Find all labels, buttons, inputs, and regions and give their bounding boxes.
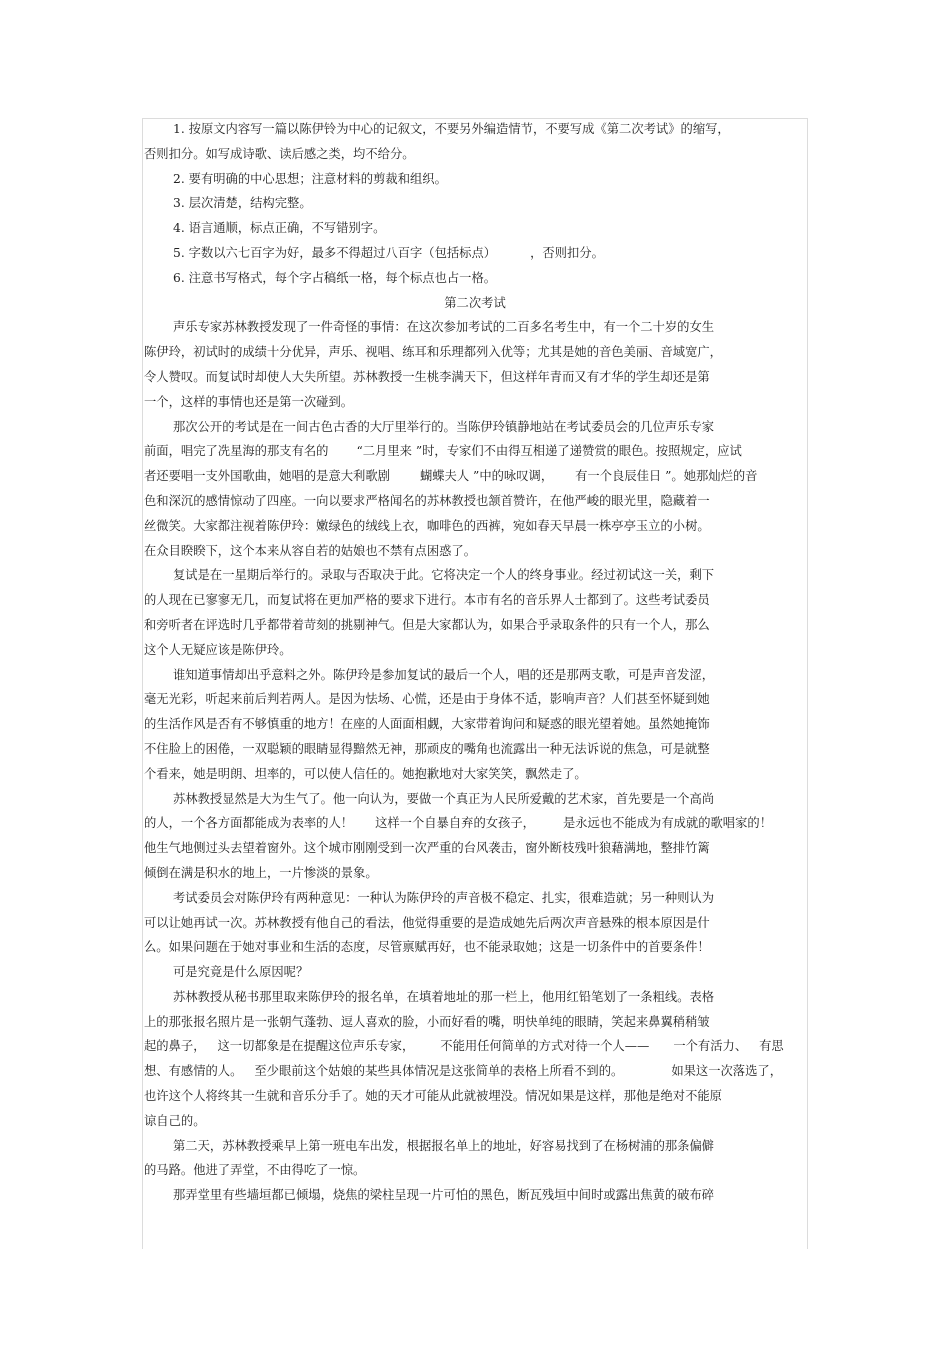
paragraph-line: 么。如果问题在于她对事业和生活的态度，尽管禀赋再好，也不能录取她；这是一切条件中的首要条件！ <box>144 940 710 955</box>
paragraph-line: 他生气地侧过头去望着窗外。这个城市刚刚受到一次严重的台风袭击，窗外断枝残叶狼藉满地，整排竹篱 <box>144 841 710 856</box>
requirement-3: 3. 层次清楚，结构完整。 <box>173 196 312 211</box>
paragraph-line: 那弄堂里有些墙垣都已倾塌，烧焦的梁柱呈现一片可怕的黑色，断瓦残垣中间时或露出焦黄的破布碎 <box>173 1188 715 1203</box>
requirement-5-text: 5. 字数以六七百字为好，最多不得超过八百字（包括标点） <box>173 245 497 260</box>
text-segment: 有思 <box>759 1039 784 1054</box>
paragraph-line: 第二天，苏林教授乘早上第一班电车出发，根据报名单上的地址，好容易找到了在杨树浦的那条偏僻 <box>173 1138 715 1153</box>
text-segment: 是永远也不能成为有成就的歌唱家的！ <box>562 816 772 831</box>
text-segment: 一个有活力、 <box>673 1039 748 1054</box>
paragraph-line: 可以让她再试一次。苏林教授有他自己的看法，他觉得重要的是造成她先后两次声音悬殊的根本原因是什 <box>144 915 710 930</box>
text-segment: 这一切都象是在提醒这位声乐专家， <box>217 1039 415 1054</box>
paragraph-line: 也许这个人将终其一生就和音乐分手了。她的天才可能从此就被埋没。情况如果是这样，那他是绝对不能原 <box>144 1089 722 1104</box>
paragraph-line: 上的那张报名照片是一张朝气蓬勃、逗人喜欢的脸，小而好看的嘴，明快单纯的眼睛，笑起来鼻翼稍稍皱 <box>144 1014 710 1029</box>
paragraph-line <box>144 811 806 836</box>
requirement-6: 6. 注意书写格式，每个字占稿纸一格，每个标点也占一格。 <box>173 270 497 285</box>
text-segment: 起的鼻子， <box>144 1039 206 1054</box>
paragraph-line: 在众目睽睽下，这个本来从容自若的姑娘也不禁有点困惑了。 <box>144 543 477 558</box>
text-segment: 有一个良辰佳日 ”。她那灿烂的音 <box>575 469 758 484</box>
paragraph-line: 丝微笑。大家都注视着陈伊玲：嫩绿色的绒线上衣，咖啡色的西裤，宛如春天早晨一株亭亭玉立的小树。 <box>144 518 710 533</box>
text-segment: 如果这一次落选了， <box>671 1064 782 1079</box>
story-title: 第二次考试 <box>444 295 506 310</box>
text-segment: 不能用任何简单的方式对待一个人—— <box>440 1039 650 1054</box>
paragraph-line: 谅自己的。 <box>144 1113 206 1128</box>
paragraph-line: 和旁听者在评选时几乎都带着苛刻的挑剔神气。但是大家都认为，如果合乎录取条件的只有一个人，那么 <box>144 617 710 632</box>
requirement-4: 4. 语言通顺，标点正确，不写错别字。 <box>173 221 386 236</box>
paragraph-line: 声乐专家苏林教授发现了一件奇怪的事情：在这次参加考试的二百多名考生中，有一个二十岁的女生 <box>173 320 715 335</box>
paragraph-line: 不住脸上的困倦，一双聪颖的眼睛显得黯然无神，那顽皮的嘴角也流露出一种无法诉说的焦急，可是就整 <box>144 741 710 756</box>
paragraph-line: 毫无光彩，听起来前后判若两人。是因为怯场、心慌，还是由于身体不适，影响声音？人们甚至怀疑到她 <box>144 692 710 707</box>
requirement-1-cont: 否则扣分。如写成诗歌、读后感之类，均不给分。 <box>144 146 415 161</box>
paragraph-line: 倾倒在满是积水的地上，一片惨淡的景象。 <box>144 865 378 880</box>
paragraph-line <box>144 1034 806 1059</box>
paragraph-line: 苏林教授从秘书那里取来陈伊玲的报名单，在填着地址的那一栏上，他用红铅笔划了一条粗线。表格 <box>173 989 715 1004</box>
text-segment: 想、有感情的人。 <box>144 1064 243 1079</box>
paragraph-line: 的人现在已寥寥无几，而复试将在更加严格的要求下进行。本市有名的音乐界人士都到了。这些考试委员 <box>144 593 710 608</box>
paragraph-line <box>144 464 806 489</box>
paragraph-line: 陈伊玲，初试时的成绩十分优异，声乐、视唱、练耳和乐理都列入优等；尤其是她的音色美丽、音域宽广， <box>144 345 722 360</box>
paragraph-line: 苏林教授显然是大为生气了。他一向认为，要做一个真正为人民所爱戴的艺术家，首先要是一个高尚 <box>173 791 715 806</box>
paragraph-line: 的生活作风是否有不够慎重的地方！在座的人面面相觑，大家带着询问和疑惑的眼光望着她。虽然她掩饰 <box>144 717 710 732</box>
document-body <box>144 117 806 1208</box>
paragraph-line: 考试委员会对陈伊玲有两种意见：一种认为陈伊玲的声音极不稳定、扎实，很难造就；另一种则认为 <box>173 890 715 905</box>
text-segment: 前面，唱完了冼星海的那支有名的 <box>144 444 329 459</box>
paragraph-line: 色和深沉的感情惊动了四座。一向以要求严格闻名的苏林教授也颔首赞许，在他严峻的眼光里，隐藏着一 <box>144 493 710 508</box>
paragraph-line: 谁知道事情却出乎意料之外。陈伊玲是参加复试的最后一个人，唱的还是那两支歌，可是声音发涩， <box>173 667 715 682</box>
text-segment: 这样一个自暴自弃的女孩子， <box>375 816 535 831</box>
requirement-5-tail: ，否则扣分。 <box>530 245 604 260</box>
paragraph-line: 可是究竟是什么原因呢？ <box>173 965 309 980</box>
text-segment: 者还要唱一支外国歌曲，她唱的是意大利歌剧 <box>144 469 390 484</box>
paragraph-line <box>144 1059 806 1084</box>
paragraph-line: 那次公开的考试是在一间古色古香的大厅里举行的。当陈伊玲镇静地站在考试委员会的几位声乐专家 <box>173 419 715 434</box>
paragraph-line <box>144 439 806 464</box>
requirement-1: 1. 按原文内容写一篇以陈伊铃为中心的记叙文，不要另外编造情节，不要写成《第二次考试》的缩写， <box>173 122 730 136</box>
paragraph-line: 的马路。他进了弄堂，不由得吃了一惊。 <box>144 1163 366 1178</box>
requirement-2: 2. 要有明确的中心思想；注意材料的剪裁和组织。 <box>173 171 447 186</box>
paragraph-line: 个看来，她是明朗、坦率的，可以使人信任的。她抱歉地对大家笑笑，飘然走了。 <box>144 766 587 781</box>
paragraph-line: 一个，这样的事情也还是第一次碰到。 <box>144 394 354 409</box>
text-segment: 至少眼前这个姑娘的某些具体情况是这张简单的表格上所看不到的。 <box>254 1064 624 1079</box>
text-segment: “二月里来 ”时，专家们不由得互相递了递赞赏的眼色。按照规定，应试 <box>356 444 742 459</box>
paragraph-line: 复试是在一星期后举行的。录取与否取决于此。它将决定一个人的终身事业。经过初试这一关，剩下 <box>173 568 715 583</box>
requirement-5 <box>144 241 806 266</box>
paragraph-line: 令人赞叹。而复试时却使人大失所望。苏林教授一生桃李满天下，但这样年青而又有才华的学生却还是第 <box>144 369 710 384</box>
paragraph-line: 这个人无疑应该是陈伊玲。 <box>144 642 292 657</box>
text-segment: 的人，一个各方面都能成为表率的人！ <box>144 816 354 831</box>
text-segment: 蝴蝶夫人 ”中的咏叹调， <box>419 469 554 484</box>
